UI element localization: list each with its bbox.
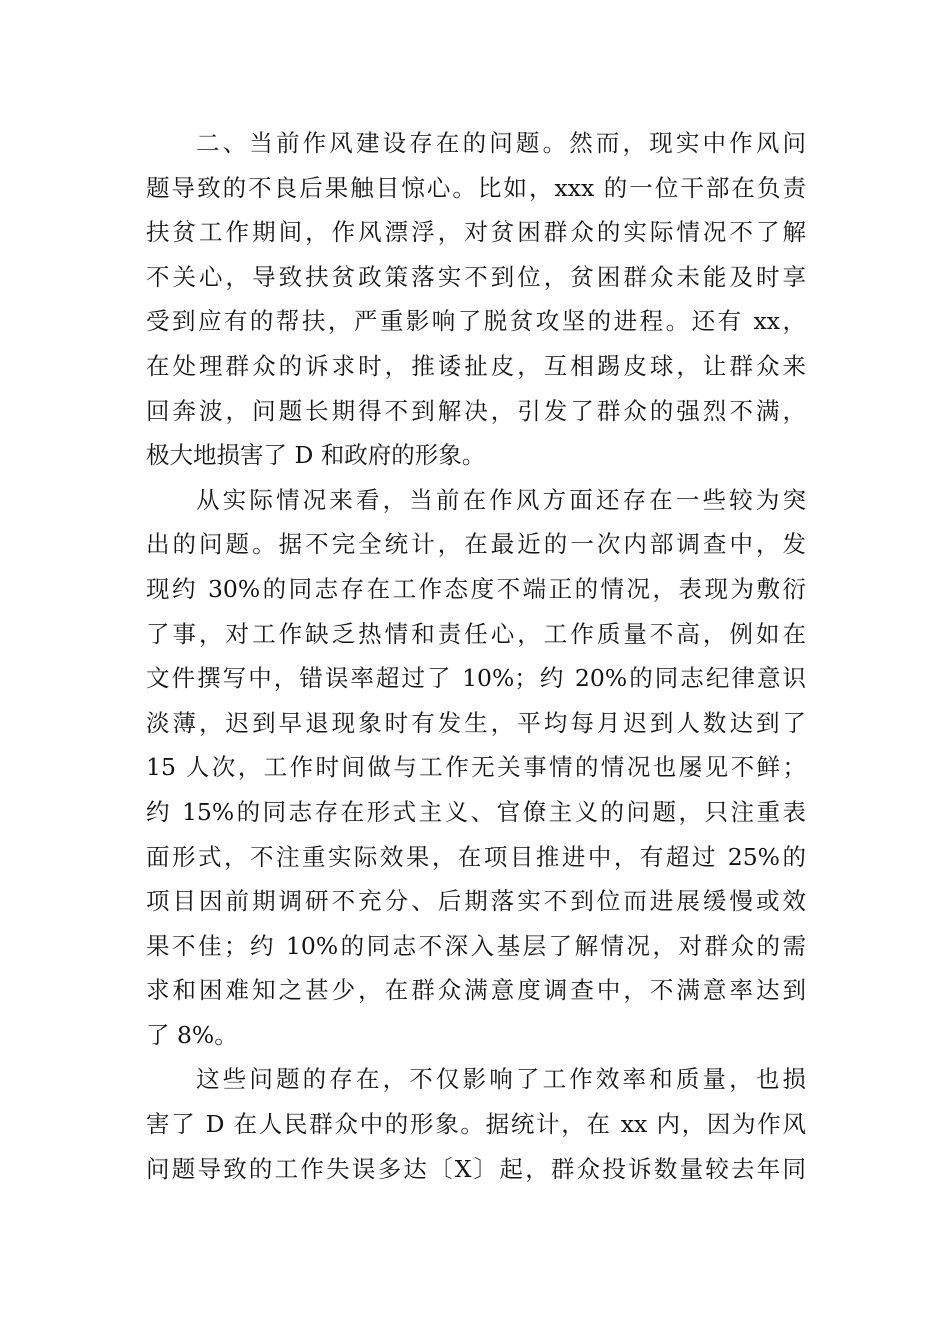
text-line: 题导致的不良后果触目惊心。比如，xxx 的一位干部在负责 [146, 173, 806, 202]
text-line: 回奔波，问题长期得不到解决，引发了群众的强烈不满， [146, 396, 806, 425]
document-body [146, 121, 806, 1191]
text-line: 项目因前期调研不充分、后期落实不到位而进展缓慢或效 [146, 887, 806, 916]
text-line: 了 8%。 [146, 1020, 238, 1049]
text-line: 约 15%的同志存在形式主义、官僚主义的问题，只注重表 [146, 797, 806, 826]
text-line: 受到应有的帮扶，严重影响了脱贫攻坚的进程。还有 xx， [146, 307, 806, 336]
text-line: 15 人次，工作时间做与工作无关事情的情况也屡见不鲜； [146, 753, 806, 782]
text-line: 极大地损害了 D 和政府的形象。 [146, 441, 486, 470]
text-line: 问题导致的工作失误多达〔X〕起，群众投诉数量较去年同 [146, 1154, 806, 1183]
text-line: 害了 D 在人民群众中的形象。据统计，在 xx 内，因为作风 [146, 1110, 806, 1139]
text-line: 二、当前作风建设存在的问题。然而，现实中作风问 [196, 129, 806, 157]
text-line: 在处理群众的诉求时，推诿扯皮，互相踢皮球，让群众来 [146, 351, 806, 380]
text-line: 这些问题的存在，不仅影响了工作效率和质量，也损 [196, 1065, 806, 1094]
text-line: 面形式，不注重实际效果，在项目推进中，有超过 25%的 [146, 842, 806, 871]
text-line: 淡薄，迟到早退现象时有发生，平均每月迟到人数达到了 [146, 708, 806, 737]
paragraph-impact [146, 1057, 806, 1191]
text-line: 了事，对工作缺乏热情和责任心，工作质量不高，例如在 [146, 619, 806, 648]
text-line: 文件撰写中，错误率超过了 10%；约 20%的同志纪律意识 [146, 664, 806, 693]
text-line: 求和困难知之甚少，在群众满意度调查中，不满意率达到 [146, 976, 806, 1005]
text-line: 现约 30%的同志存在工作态度不端正的情况，表现为敷衍 [146, 574, 806, 603]
paragraph-problems-intro [146, 121, 806, 478]
paragraph-statistics [146, 478, 806, 1058]
text-line: 不关心，导致扶贫政策落实不到位，贫困群众未能及时享 [146, 262, 806, 291]
text-line: 扶贫工作期间，作风漂浮，对贫困群众的实际情况不了解 [146, 218, 806, 247]
text-line: 出的问题。据不完全统计，在最近的一次内部调查中，发 [146, 530, 806, 559]
text-line: 从实际情况来看，当前在作风方面还存在一些较为突 [196, 485, 806, 514]
text-line: 果不佳；约 10%的同志不深入基层了解情况，对群众的需 [146, 931, 806, 960]
